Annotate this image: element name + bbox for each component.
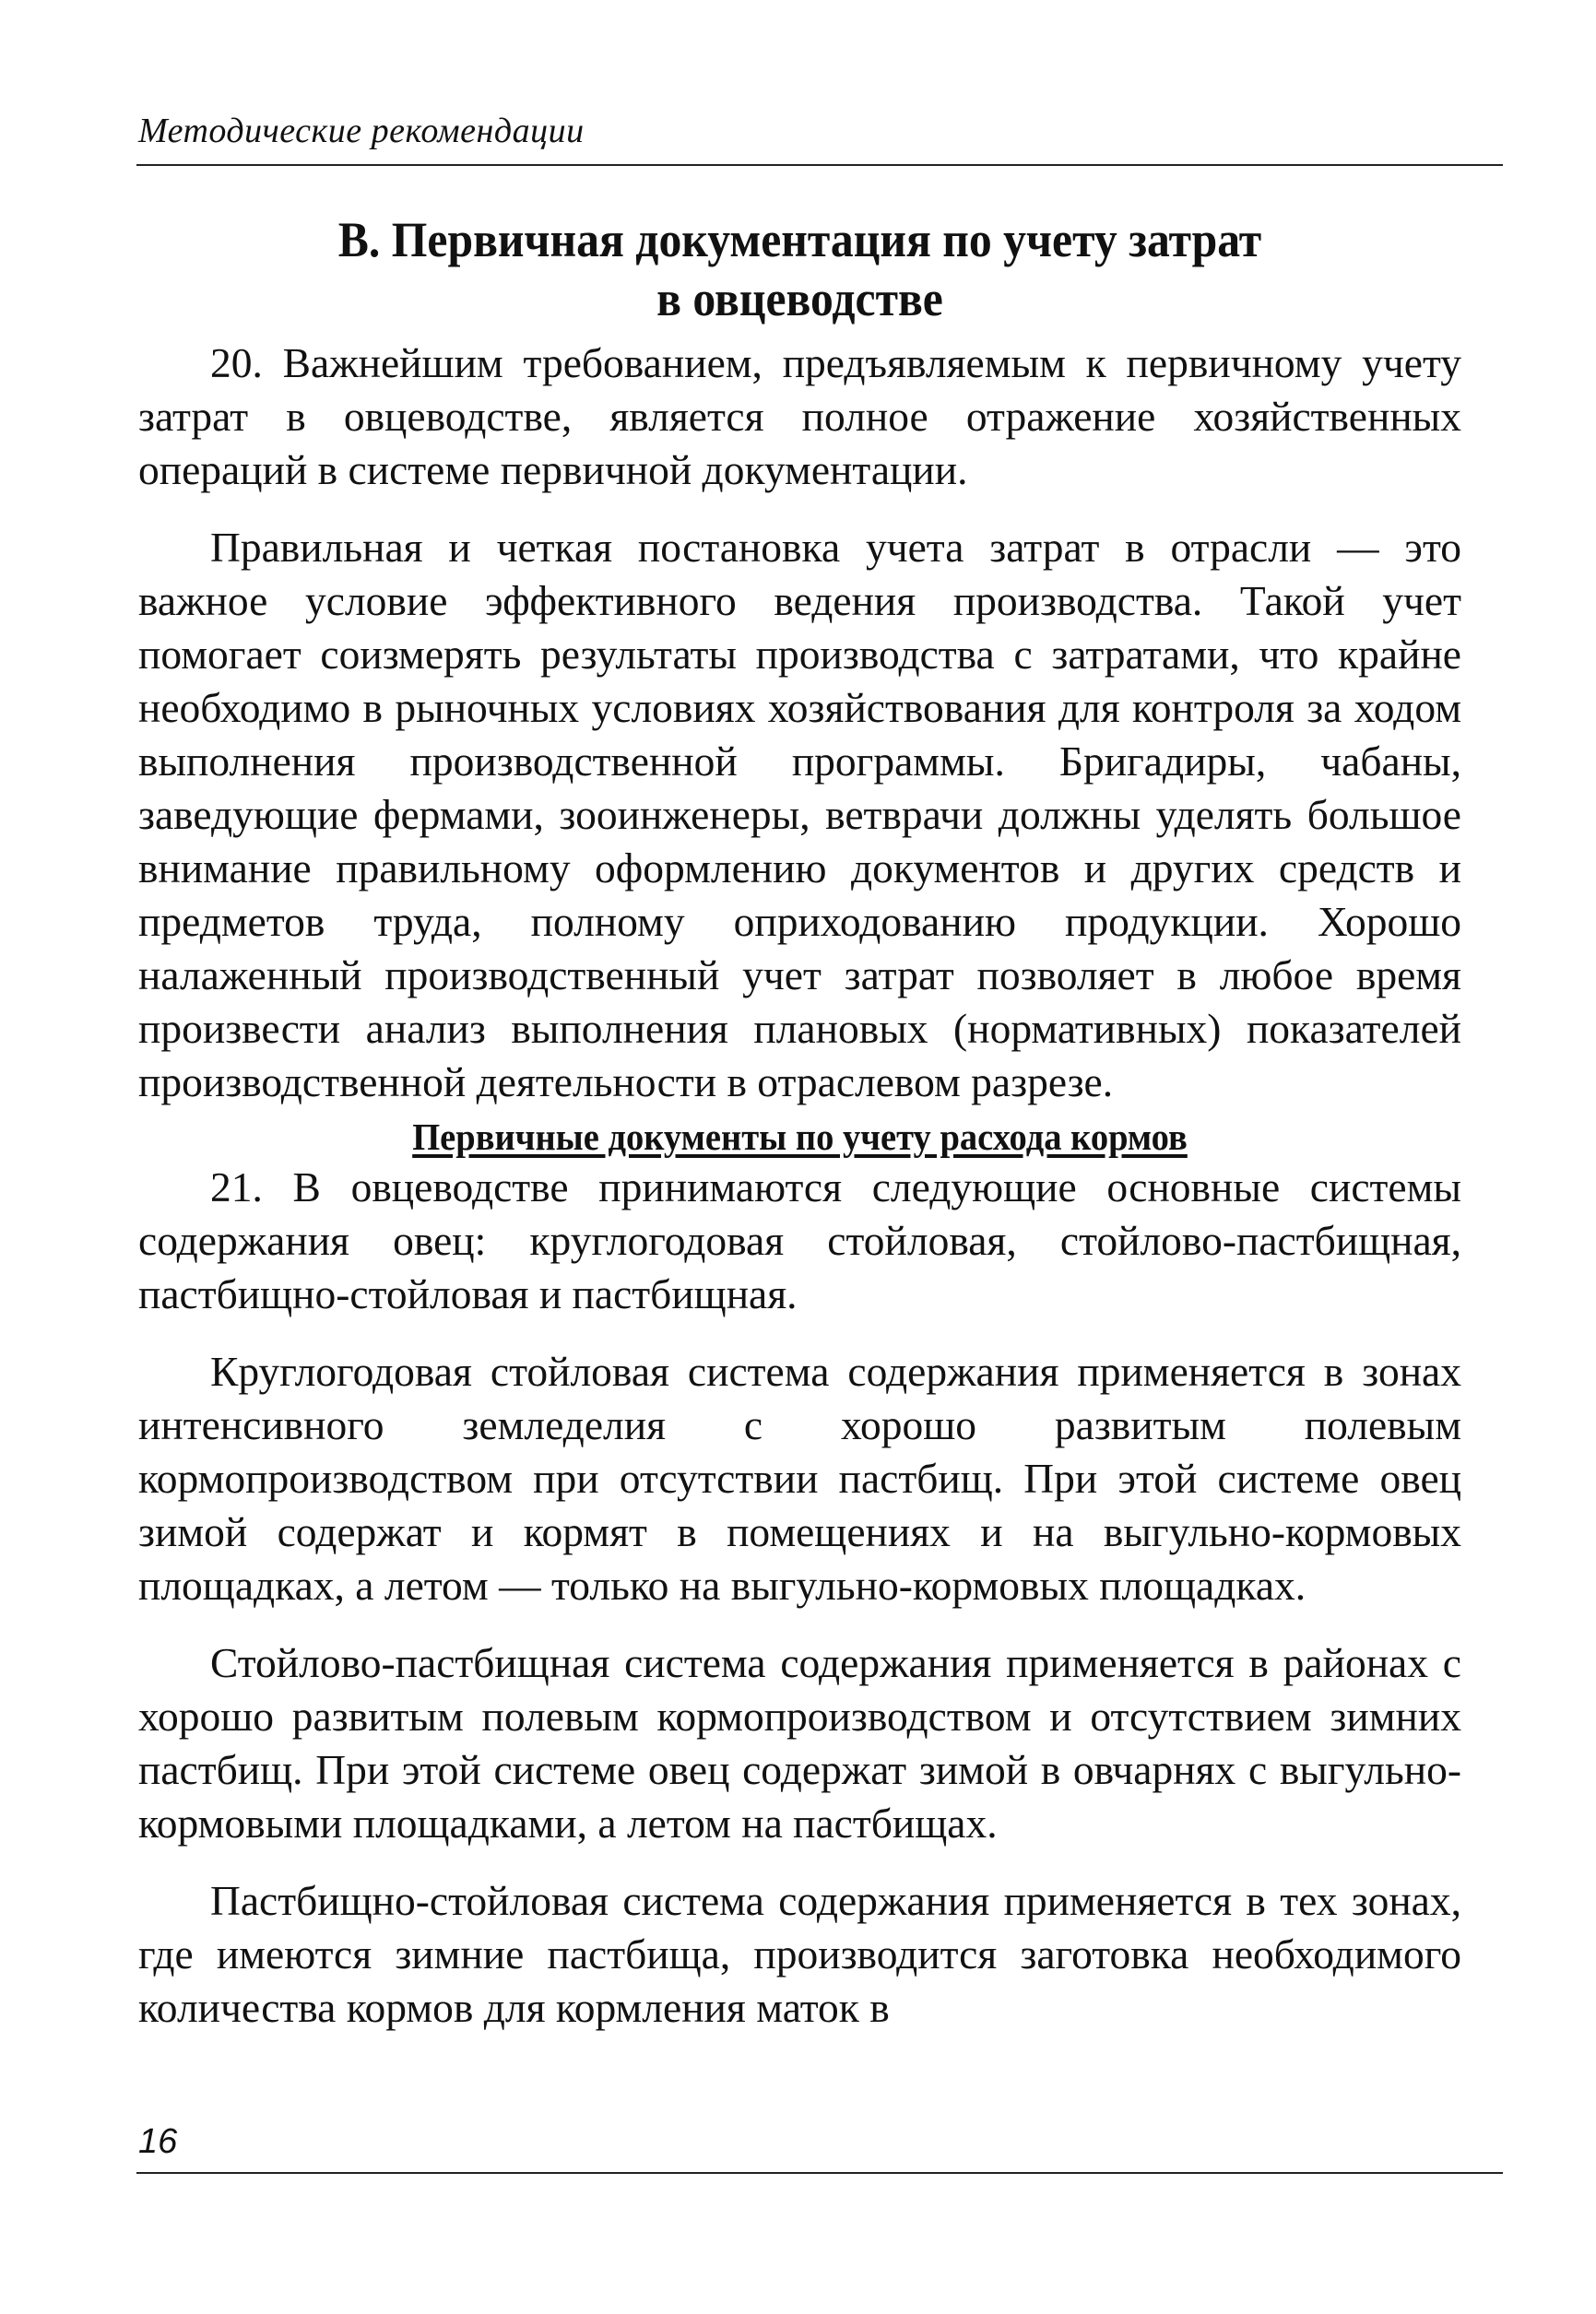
page-number: 16	[138, 2122, 178, 2161]
paragraph-pasture-stall: Пастбищно-стойловая система содержания применяется в тех зонах, где имеются зимние пастбища, производится заготовка необходимого количества кормов для кормления маток в	[138, 1877, 1461, 2031]
section-title-line2: в овцеводстве	[656, 271, 943, 326]
page-content	[138, 210, 1461, 2035]
paragraph-stall-pasture: Стойлово-пастбищная система содержания применяется в районах с хорошо развитым полевым кормопроизводством и отсутствием зимних пастбищ. При этой системе овец содержат зимой в овчарнях с выгульно-кормовыми площадками, а летом на пастбищах.	[138, 1639, 1461, 1847]
paragraph-intro: Правильная и четкая постановка учета затрат в отрасли — это важное условие эффективного ведения производства. Такой учет помогает соизмерять результаты производства с затратами, что крайне необходимо в рыночных условиях хозяйствования для контроля за ходом выполнения производственной программы. Бригадиры, чабаны, заведующие фермами, зооинженеры, ветврачи должны уделять большое внимание правильному оформлению документов и других средств и предметов труда, полному оприходованию продукции. Хорошо налаженный производственный учет затрат позволяет в любое время произвести анализ выполнения плановых (нормативных) показателей производственной деятельности в отраслевом разрезе.	[138, 524, 1461, 1105]
section-title-line1: В. Первичная документация по учету затрат	[337, 212, 1262, 267]
footer-rule	[136, 2172, 1503, 2174]
running-header: Методические рекомендации	[138, 112, 585, 150]
paragraph-20: 20. Важнейшим требованием, предъявляемым к первичному учету затрат в овцеводстве, является полное отражение хозяйственных операций в системе первичной документации.	[138, 339, 1461, 493]
section-title	[191, 210, 1408, 328]
header-rule	[136, 164, 1503, 166]
paragraph-round-year-stall: Круглогодовая стойловая система содержания применяется в зонах интенсивного земледелия с хорошо развитым полевым кормопроизводством при отсутствии пастбищ. При этой системе овец зимой содержат и кормят в помещениях и на выгульно-кормовых площадках, а летом — только на выгульно-кормовых площадках.	[138, 1348, 1461, 1609]
subsection-heading: Первичные документы по учету расхода кормов	[412, 1116, 1188, 1158]
paragraph-21: 21. В овцеводстве принимаются следующие основные системы содержания овец: круглогодовая стойловая, стойлово-пастбищная, пастбищно-стойловая и пастбищная.	[138, 1163, 1461, 1317]
